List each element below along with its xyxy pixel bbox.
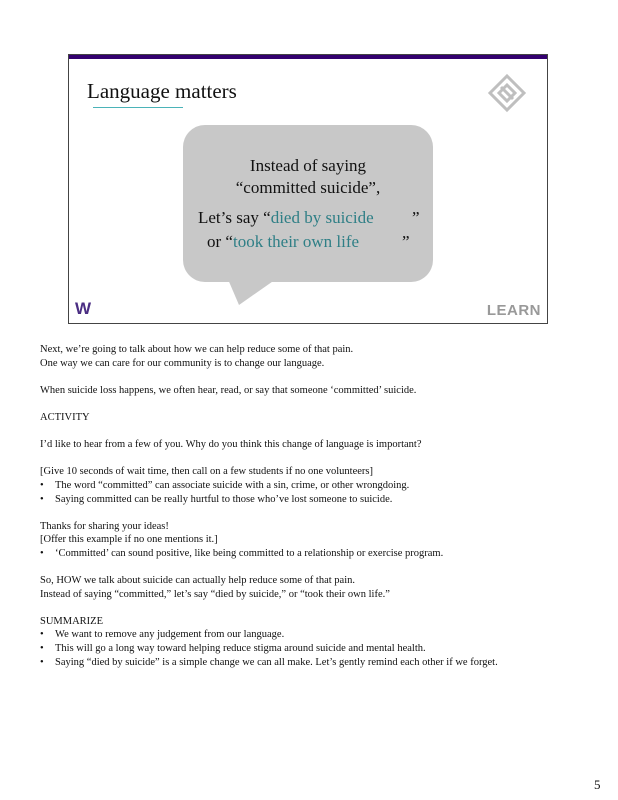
alternative-line-1 xyxy=(198,208,374,228)
learn-logo-icon xyxy=(487,73,527,113)
page-number: 5 xyxy=(594,777,601,792)
alternative-2-prefix: or “ xyxy=(207,232,233,251)
bullet-item: • Saying “died by suicide” is a simple change we can all make. Let’s gently remind each other if we forget. xyxy=(40,656,580,670)
notes-paragraph: One way we can care for our community is to change our language. xyxy=(40,357,325,369)
title-underline xyxy=(93,107,183,108)
slide-top-bar xyxy=(69,55,547,59)
alternative-1-suffix: ” xyxy=(412,208,420,227)
alternative-1-phrase: died by suicide xyxy=(270,208,374,227)
notes-paragraph: Thanks for sharing your ideas! xyxy=(40,520,169,532)
speech-bubble-tail xyxy=(219,277,309,307)
notes-paragraph: So, HOW we talk about suicide can actually help reduce some of that pain. xyxy=(40,575,355,587)
bullet-item: • ‘Committed’ can sound positive, like being committed to a relationship or exercise program. xyxy=(40,547,580,561)
activity-heading: ACTIVITY xyxy=(40,411,90,423)
bullet-item: • This will go a long way toward helping reduce stigma around suicide and mental health. xyxy=(40,642,580,656)
notes-paragraph: Next, we’re going to talk about how we can help reduce some of that pain. xyxy=(40,344,354,355)
summarize-heading: SUMMARIZE xyxy=(40,615,104,627)
bullet-item: • Saying committed can be really hurtful to those who’ve lost someone to suicide. xyxy=(40,493,580,507)
bubble-line-2: “committed suicide”, xyxy=(235,178,381,197)
slide-thumbnail xyxy=(68,54,548,324)
learn-label: LEARN xyxy=(486,302,541,319)
notes-paragraph: When suicide loss happens, we often hear, read, or say that someone ‘committed’ suicide. xyxy=(40,384,417,396)
slide-title: Language matters xyxy=(87,79,237,103)
notes-paragraph: I’d like to hear from a few of you. Why do you think this change of language is important? xyxy=(40,439,422,451)
bubble-text xyxy=(183,155,433,199)
notes-paragraph: [Offer this example if no one mentions it.] xyxy=(40,534,218,546)
alternative-2-phrase: took their own life xyxy=(232,232,360,251)
bullet-item: • We want to remove any judgement from our language. xyxy=(40,628,580,642)
alternative-1-prefix: Let’s say “ xyxy=(198,208,271,227)
speech-bubble xyxy=(183,125,433,282)
bubble-line-1: Instead of saying xyxy=(249,156,367,175)
notes-paragraph: [Give 10 seconds of wait time, then call on a few students if no one volunteers] xyxy=(40,466,373,478)
alternative-2-suffix: ” xyxy=(402,232,410,251)
uw-w-logo: W xyxy=(75,299,91,318)
bullet-item: • The word “committed” can associate suicide with a sin, crime, or other wrongdoing. xyxy=(40,479,580,493)
speaker-notes xyxy=(40,343,580,669)
notes-paragraph: Instead of saying “committed,” let’s say “died by suicide,” or “took their own life.” xyxy=(40,588,390,600)
alternative-line-2 xyxy=(207,232,359,252)
